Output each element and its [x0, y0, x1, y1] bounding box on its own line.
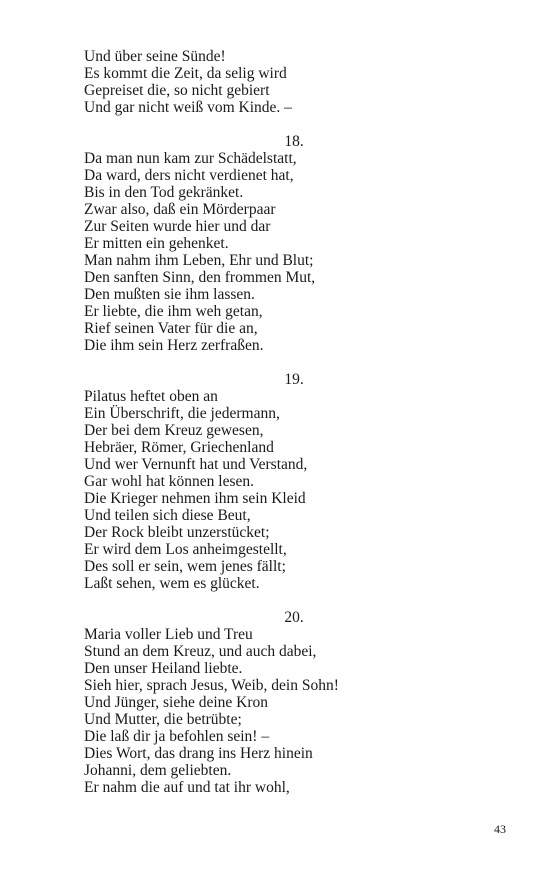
verse-line: Zur Seiten wurde hier und dar: [84, 218, 271, 235]
stanza-18: [84, 133, 484, 354]
verse-line: Es kommt die Zeit, da selig wird: [84, 65, 287, 82]
stanza-number: 20.: [284, 609, 304, 626]
verse-line: Ein Überschrift, die jedermann,: [84, 405, 280, 422]
stanza-continuation: [84, 48, 484, 116]
verse-line: Und Mutter, die betrübte;: [84, 711, 242, 728]
verse-line: Dies Wort, das drang ins Herz hinein: [84, 745, 313, 762]
verse-line: Die Krieger nehmen ihm sein Kleid: [84, 490, 306, 507]
stanza-gap: [84, 592, 484, 609]
stanza-20: [84, 609, 484, 796]
page-number: 43: [494, 822, 506, 836]
verse-line: Er mitten ein gehenket.: [84, 235, 229, 252]
verse-line: Und teilen sich diese Beut,: [84, 507, 251, 524]
verse-line: Die laß dir ja befohlen sein! –: [84, 728, 270, 745]
verse-line: Da ward, ders nicht verdienet hat,: [84, 167, 294, 184]
stanza-gap: [84, 354, 484, 371]
verse-line: Gar wohl hat können lesen.: [84, 473, 255, 490]
verse-line: Des soll er sein, wem jenes fällt;: [84, 558, 286, 575]
verse-line: Zwar also, daß ein Mörderpaar: [84, 201, 276, 218]
verse-line: Gepreiset die, so nicht gebiert: [84, 82, 270, 99]
verse-line: Den sanften Sinn, den frommen Mut,: [84, 269, 316, 286]
verse-line: Sieh hier, sprach Jesus, Weib, dein Sohn!: [84, 677, 339, 694]
verse-line: Und Jünger, siehe deine Kron: [84, 694, 269, 711]
verse-line: Da man nun kam zur Schädelstatt,: [84, 150, 297, 167]
stanza-gap: [84, 116, 484, 133]
verse-line: Den unser Heiland liebte.: [84, 660, 243, 677]
verse-line: Hebräer, Römer, Griechenland: [84, 439, 274, 456]
verse-line: Er liebte, die ihm weh getan,: [84, 303, 263, 320]
poem-text: [84, 48, 484, 796]
verse-line: Er nahm die auf und tat ihr wohl,: [84, 779, 290, 796]
verse-line: Er wird dem Los anheimgestellt,: [84, 541, 287, 558]
stanza-number: 19.: [284, 371, 304, 388]
stanza-number: 18.: [284, 133, 304, 150]
verse-line: Maria voller Lieb und Treu: [84, 626, 253, 643]
verse-line: Die ihm sein Herz zerfraßen.: [84, 337, 264, 354]
verse-line: Stund an dem Kreuz, und auch dabei,: [84, 643, 317, 660]
verse-line: Rief seinen Vater für die an,: [84, 320, 258, 337]
verse-line: Bis in den Tod gekränket.: [84, 184, 244, 201]
verse-line: Der Rock bleibt unzerstücket;: [84, 524, 270, 541]
verse-line: Der bei dem Kreuz gewesen,: [84, 422, 264, 439]
verse-line: Den mußten sie ihm lassen.: [84, 286, 255, 303]
verse-line: Laßt sehen, wem es glücket.: [84, 575, 260, 592]
verse-line: Man nahm ihm Leben, Ehr und Blut;: [84, 252, 314, 269]
stanza-19: [84, 371, 484, 592]
verse-line: Und gar nicht weiß vom Kinde. –: [84, 99, 292, 116]
verse-line: Und wer Vernunft hat und Verstand,: [84, 456, 308, 473]
verse-line: Pilatus heftet oben an: [84, 388, 218, 405]
verse-line: Johanni, dem geliebten.: [84, 762, 232, 779]
verse-line: Und über seine Sünde!: [84, 48, 226, 65]
